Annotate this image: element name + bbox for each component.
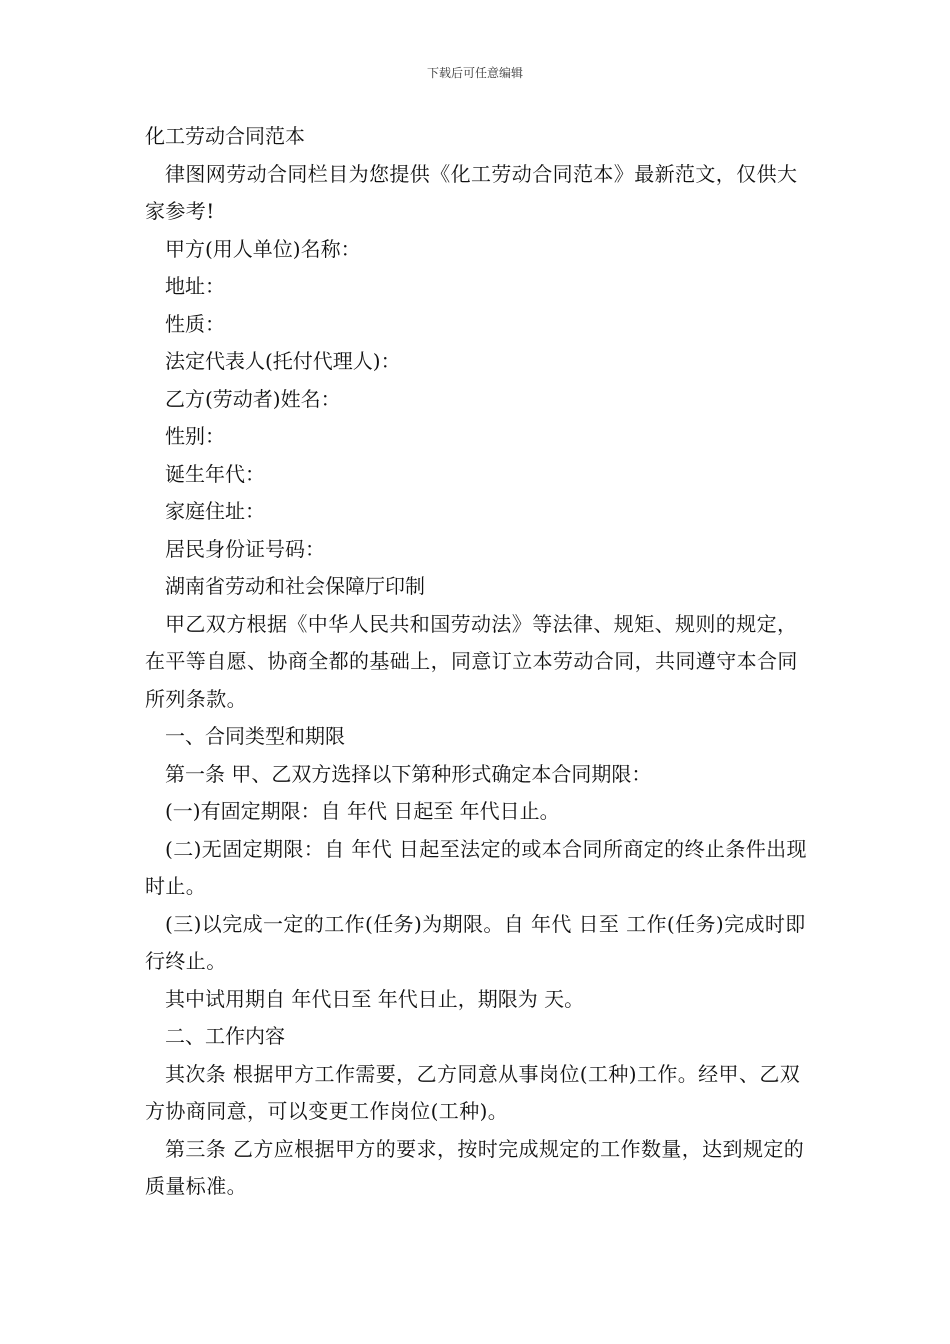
section-heading-2: 二、工作内容 — [165, 1024, 285, 1048]
field-gender: 性别： — [165, 424, 225, 448]
section-heading-1: 一、合同类型和期限 — [165, 724, 345, 748]
option-open-term: (二)无固定期限：自 年代 日起至法定的或本合同所商定的终止条件出现时止。 — [145, 836, 807, 898]
option-fixed-term: (一)有固定期限：自 年代 日起至 年代日止。 — [165, 799, 560, 823]
article-2: 其次条 根据甲方工作需要，乙方同意从事岗位(工种)工作。经甲、乙双方协商同意，可以变更工作岗位(工种)。 — [145, 1061, 801, 1123]
field-employer-name: 甲方(用人单位)名称： — [165, 236, 361, 261]
field-printed-by: 湖南省劳动和社会保障厅印制 — [165, 574, 425, 598]
document-title: 化工劳动合同范本 — [145, 124, 305, 148]
field-address: 地址： — [165, 274, 225, 298]
field-legal-representative: 法定代表人(托付代理人)： — [165, 349, 401, 373]
field-nature: 性质： — [165, 311, 225, 336]
field-id-number: 居民身份证号码： — [165, 536, 325, 561]
probation-period: 其中试用期自 年代日至 年代日止，期限为 天。 — [165, 986, 585, 1011]
article-3: 第三条 乙方应根据甲方的要求，按时完成规定的工作数量，达到规定的质量标准。 — [145, 1136, 805, 1198]
field-birth-date: 诞生年代： — [165, 461, 265, 486]
preamble-paragraph: 甲乙双方根据《中华人民共和国劳动法》等法律、规矩、规则的规定，在平等自愿、协商全都的基础上，同意订立本劳动合同，共同遵守本合同所列条款。 — [145, 611, 798, 711]
page-header: 下载后可任意编辑 — [426, 66, 523, 80]
document-body — [145, 118, 810, 1206]
intro-paragraph: 律图网劳动合同栏目为您提供《化工劳动合同范本》最新范文，仅供大家参考! — [145, 161, 798, 223]
field-home-address: 家庭住址： — [165, 499, 265, 523]
article-1: 第一条 甲、乙双方选择以下第种形式确定本合同期限： — [165, 761, 652, 786]
option-task-term: (三)以完成一定的工作(任务)为期限。自 年代 日至 工作(任务)完成时即行终止。 — [145, 911, 806, 973]
field-employee-name: 乙方(劳动者)姓名： — [165, 386, 341, 411]
